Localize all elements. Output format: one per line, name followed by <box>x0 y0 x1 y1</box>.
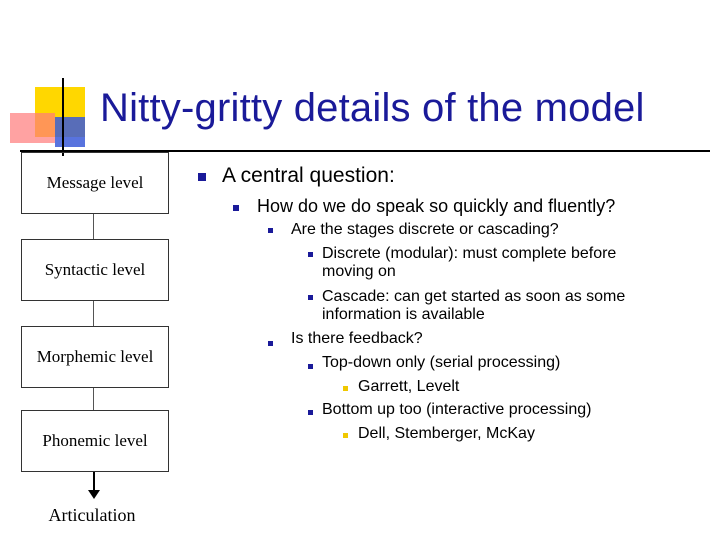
bullet-bottomup-names: Dell, Stemberger, McKay <box>358 425 535 442</box>
bullet-bottomup: Bottom up too (interactive processing) <box>322 401 592 418</box>
message-level-label: Message level <box>46 173 144 192</box>
bullet-icon <box>343 433 348 438</box>
title-decoration-blue <box>55 117 85 147</box>
bullet-icon <box>268 228 273 233</box>
slide-title: Nitty-gritty details of the model <box>100 86 645 130</box>
bullet-cascade-line1: Cascade: can get started as soon as some <box>322 288 626 305</box>
title-decoration-vertical-line <box>62 78 64 156</box>
bullet-discrete-line1: Discrete (modular): must complete before <box>322 245 617 262</box>
bullet-stages-question: Are the stages discrete or cascading? <box>291 221 559 238</box>
title-decoration-red <box>10 113 55 143</box>
arrow-shaft <box>93 472 95 492</box>
bullet-discrete-line2: moving on <box>322 263 396 280</box>
phonemic-level-label: Phonemic level <box>42 431 148 450</box>
connector-line <box>93 214 94 239</box>
syntactic-level-label: Syntactic level <box>44 260 146 279</box>
morphemic-level-label: Morphemic level <box>36 347 154 366</box>
connector-line <box>93 301 94 326</box>
bullet-icon <box>198 173 206 181</box>
bullet-icon <box>268 341 273 346</box>
phonemic-level-box <box>21 410 169 472</box>
bullet-icon <box>308 295 313 300</box>
morphemic-level-box <box>21 326 169 388</box>
bullet-topdown: Top-down only (serial processing) <box>322 354 561 371</box>
bullet-icon <box>308 364 313 369</box>
bullet-topdown-names: Garrett, Levelt <box>358 378 460 395</box>
bullet-icon <box>233 205 239 211</box>
bullet-icon <box>308 252 313 257</box>
bullet-icon <box>308 410 313 415</box>
bullet-how-question: How do we do speak so quickly and fluently? <box>257 196 616 216</box>
bullet-feedback-question: Is there feedback? <box>291 330 423 347</box>
message-level-box <box>21 152 169 214</box>
syntactic-level-box <box>21 239 169 301</box>
articulation-label: Articulation <box>48 505 136 525</box>
bullet-cascade-line2: information is available <box>322 306 485 323</box>
arrow-down-icon <box>88 490 100 499</box>
connector-line <box>93 388 94 410</box>
bullet-icon <box>343 386 348 391</box>
bullet-central-question: A central question: <box>222 164 395 187</box>
